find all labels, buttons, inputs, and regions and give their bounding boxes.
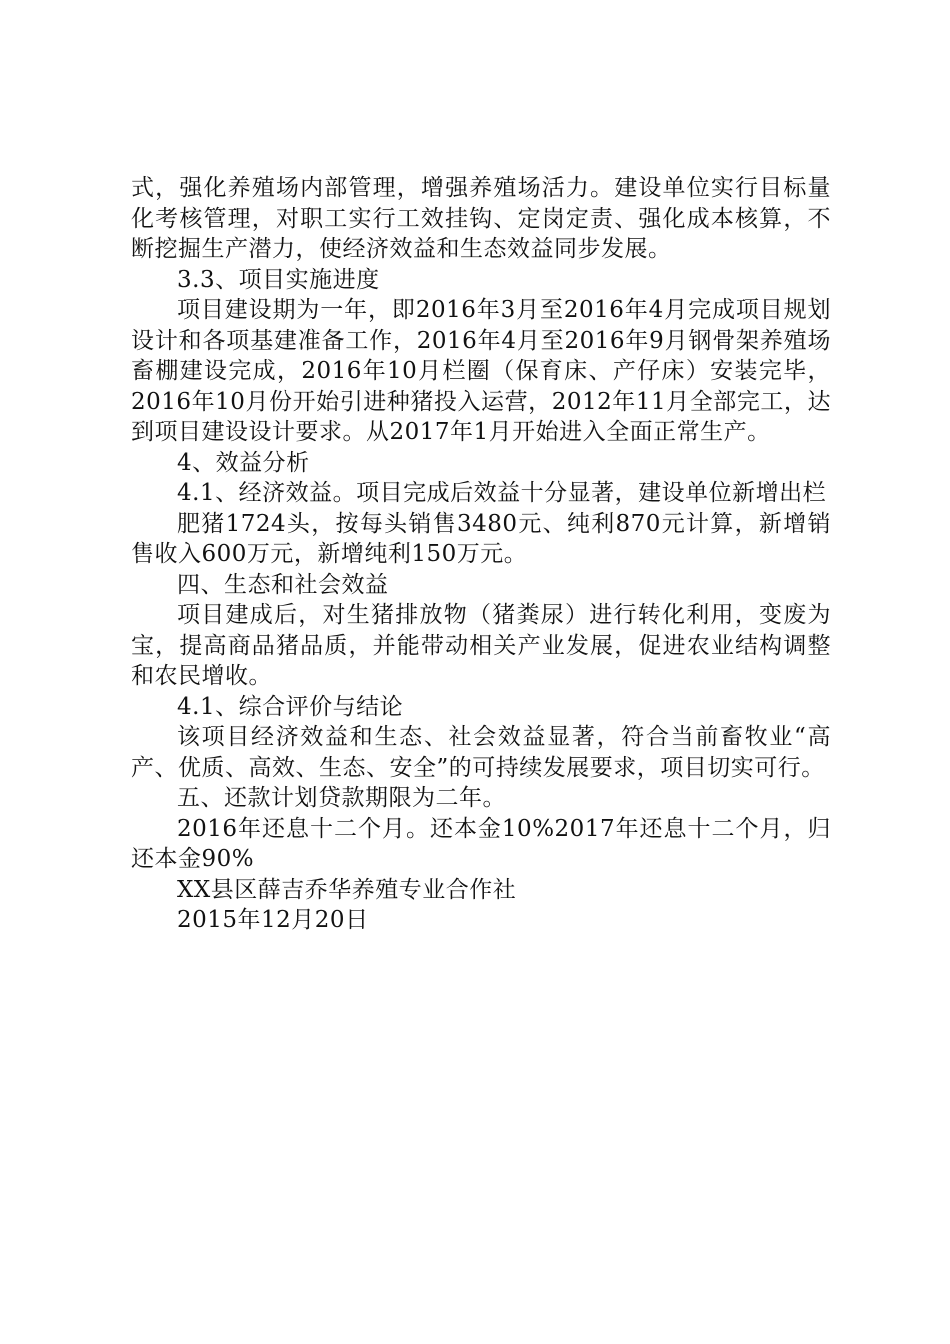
document-body [131, 173, 831, 936]
heading-implementation-progress: 3.3、项目实施进度 [177, 266, 380, 293]
heading-benefit-analysis: 4、效益分析 [177, 449, 310, 476]
paragraph-management: 式，强化养殖场内部管理，增强养殖场活力。建设单位实行目标量化考核管理，对职工实行工效挂钩、定岗定责、强化成本核算，不断挖掘生产潜力，使经济效益和生态效益同步发展。 [131, 175, 831, 262]
paragraph-repayment-detail: 2016年还息十二个月。还本金10%2017年还息十二个月，归还本金90% [131, 815, 831, 872]
paragraph-conclusion: 该项目经济效益和生态、社会效益显著，符合当前畜牧业“高产、优质、高效、生态、安全”的可持续发展要求，项目切实可行。 [131, 724, 831, 781]
signature-date: 2015年12月20日 [177, 907, 369, 933]
signature-organization: XX县区薛吉乔华养殖专业合作社 [177, 876, 517, 903]
paragraph-sales-income: 肥猪1724头，按每头销售3480元、纯利870元计算，新增销售收入600万元，新增纯利150万元。 [131, 510, 831, 567]
paragraph-ecological-benefit: 项目建成后，对生猪排放物（猪粪尿）进行转化利用，变废为宝，提高商品猪品质，并能带动相关产业发展，促进农业结构调整和农民增收。 [131, 602, 831, 689]
paragraph-economic-benefit: 4.1、经济效益。项目完成后效益十分显著，建设单位新增出栏 [177, 480, 827, 506]
paragraph-schedule: 项目建设期为一年，即2016年3月至2016年4月完成项目规划设计和各项基建准备工作，2016年4月至2016年9月钢骨架养殖场畜棚建设完成，2016年10月栏圈（保育床、产仔床）安装完毕，2016年10月份开始引进种猪投入运营，2012年11月全部完工，达到项目建设设计要求。从2017年1月开始进入全面正常生产。 [131, 297, 831, 445]
heading-repayment-plan: 五、还款计划贷款期限为二年。 [177, 785, 506, 811]
heading-ecological-social-benefit: 四、生态和社会效益 [177, 571, 389, 598]
heading-evaluation-conclusion: 4.1、综合评价与结论 [177, 693, 404, 720]
